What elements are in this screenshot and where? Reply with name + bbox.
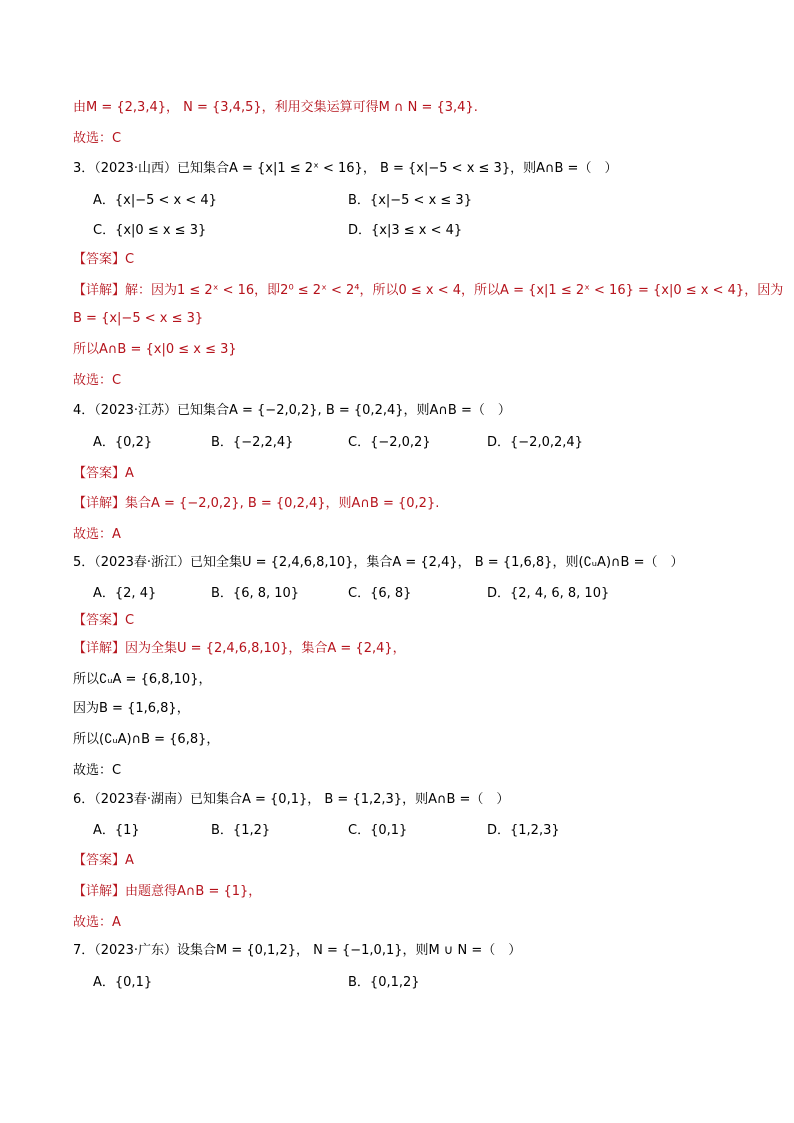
q5-option-a: A．{2, 4}: [93, 586, 157, 601]
q5-answer: 【答案】C: [73, 613, 135, 628]
q5-selection: 故选：C: [73, 763, 122, 778]
q4-answer: 【答案】A: [73, 466, 134, 481]
q6-option-b: B．{1,2}: [211, 823, 271, 838]
q4-selection: 故选：A: [73, 527, 121, 542]
q5-explanation-3: 因为B = {1,6,8}，: [73, 701, 190, 716]
q3-selection: 故选：C: [73, 373, 122, 388]
q3-option-c: C．{x|0 ≤ x ≤ 3}: [93, 223, 207, 238]
question-5: 5．（2023春·浙江）已知全集U = {2,4,6,8,10}，集合A = {2,4}， B = {1,6,8}，则(∁ᵤA)∩B =（ ）: [73, 555, 684, 570]
q5-option-b: B．{6, 8, 10}: [211, 586, 300, 601]
question-3: 3．（2023·山西）已知集合A = {x|1 ≤ 2ˣ < 16}， B = {x|−5 < x ≤ 3}，则A∩B =（ ）: [73, 161, 618, 176]
q6-selection: 故选：A: [73, 915, 121, 930]
q4-option-d: D．{−2,0,2,4}: [487, 435, 583, 450]
question-6: 6．（2023春·湖南）已知集合A = {0,1}， B = {1,2,3}，则A∩B =（ ）: [73, 792, 510, 807]
q3-option-b: B．{x|−5 < x ≤ 3}: [348, 193, 472, 208]
q3-explanation-3: 所以A∩B = {x|0 ≤ x ≤ 3}: [73, 342, 237, 357]
q6-explanation: 【详解】由题意得A∩B = {1}，: [73, 884, 262, 899]
q5-explanation-2: 所以∁ᵤA = {6,8,10}，: [73, 672, 212, 687]
q7-option-a: A．{0,1}: [93, 975, 153, 990]
q4-option-b: B．{−2,2,4}: [211, 435, 294, 450]
q6-option-a: A．{1}: [93, 823, 140, 838]
q3-option-d: D．{x|3 ≤ x < 4}: [348, 223, 463, 238]
q3-answer: 【答案】C: [73, 252, 135, 267]
q4-option-a: A．{0,2}: [93, 435, 153, 450]
q3-option-a: A．{x|−5 < x < 4}: [93, 193, 217, 208]
question-7: 7．（2023·广东）设集合M = {0,1,2}， N = {−1,0,1}，则M ∪ N =（ ）: [73, 943, 522, 958]
q7-option-b: B．{0,1,2}: [348, 975, 420, 990]
q4-option-c: C．{−2,0,2}: [348, 435, 431, 450]
solution-line-q2: 由M = {2,3,4}， N = {3,4,5}，利用交集运算可得M ∩ N = {3,4}.: [73, 100, 478, 115]
q3-explanation-1: 【详解】解：因为1 ≤ 2ˣ < 16，即2⁰ ≤ 2ˣ < 2⁴，所以0 ≤ x < 4，所以A = {x|1 ≤ 2ˣ < 16} = {x|0 ≤ x < 4}，因为: [73, 283, 784, 298]
q6-answer: 【答案】A: [73, 853, 134, 868]
q4-explanation: 【详解】集合A = {−2,0,2}, B = {0,2,4}，则A∩B = {0,2}.: [73, 496, 440, 511]
q5-option-c: C．{6, 8}: [348, 586, 412, 601]
q5-explanation-4: 所以(∁ᵤA)∩B = {6,8}，: [73, 732, 220, 747]
q6-option-d: D．{1,2,3}: [487, 823, 560, 838]
q5-explanation-1: 【详解】因为全集U = {2,4,6,8,10}，集合A = {2,4}，: [73, 641, 406, 656]
q5-option-d: D．{2, 4, 6, 8, 10}: [487, 586, 610, 601]
q3-explanation-2: B = {x|−5 < x ≤ 3}: [73, 311, 204, 326]
question-4: 4．（2023·江苏）已知集合A = {−2,0,2}, B = {0,2,4}，则A∩B =（ ）: [73, 403, 511, 418]
answer-selection-q2: 故选：C: [73, 131, 122, 146]
q6-option-c: C．{0,1}: [348, 823, 408, 838]
